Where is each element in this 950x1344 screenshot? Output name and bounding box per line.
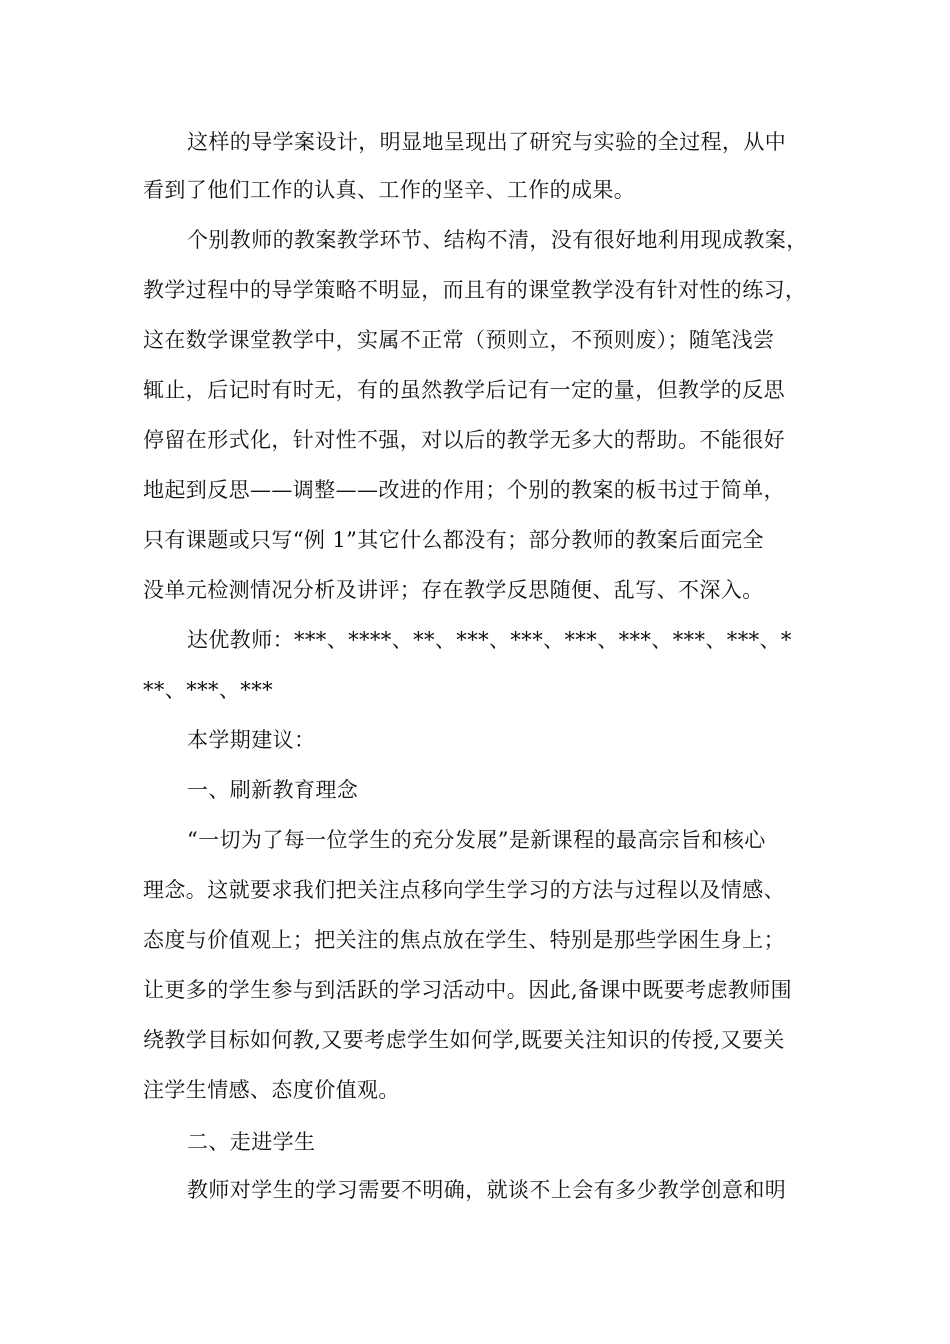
paragraph-line: 教学过程中的导学策略不明显，而且有的课堂教学没有针对性的练习， — [143, 278, 807, 302]
section-heading: 二、走进学生 — [187, 1130, 316, 1154]
section-intro: 本学期建议： — [187, 728, 316, 752]
paragraph-line: 这在数学课堂教学中，实属不正常（预则立，不预则废）；随笔浅尝 — [143, 328, 775, 352]
paragraph-line: 绕教学目标如何教,又要考虑学生如何学,既要关注知识的传授,又要关 — [143, 1028, 785, 1052]
paragraph-line: 看到了他们工作的认真、工作的坚辛、工作的成果。 — [143, 178, 636, 202]
paragraph-line: 没单元检测情况分析及讲评；存在教学反思随便、乱写、不深入。 — [143, 578, 764, 602]
paragraph-line: 个别教师的教案教学环节、结构不清，没有很好地利用现成教案， — [187, 228, 808, 252]
excellent-teachers-line: 达优教师：***、****、**、***、***、***、***、***、***、* — [187, 628, 792, 652]
excellent-teachers-line: **、***、*** — [143, 678, 273, 702]
paragraph-line: 理念。这就要求我们把关注点移向学生学习的方法与过程以及情感、 — [143, 878, 785, 902]
section-heading: 一、刷新教育理念 — [187, 778, 359, 802]
paragraph-line: “一切为了每一位学生的充分发展”是新课程的最高宗旨和核心 — [187, 828, 766, 852]
paragraph-line: 让更多的学生参与到活跃的学习活动中。因此,备课中既要考虑教师围 — [143, 978, 793, 1002]
paragraph-line: 态度与价值观上；把关注的焦点放在学生、特别是那些学困生身上； — [143, 928, 785, 952]
paragraph-line: 停留在形式化，针对性不强，对以后的教学无多大的帮助。不能很好 — [143, 428, 785, 452]
paragraph-line: 这样的导学案设计，明显地呈现出了研究与实验的全过程，从中 — [187, 130, 787, 154]
paragraph-line: 辄止，后记时有时无，有的虽然教学后记有一定的量，但教学的反思 — [143, 378, 785, 402]
paragraph-line: 教师对学生的学习需要不明确，就谈不上会有多少教学创意和明 — [187, 1178, 787, 1202]
paragraph-line: 只有课题或只写“例 1”其它什么都没有；部分教师的教案后面完全 — [143, 528, 764, 552]
paragraph-line: 注学生情感、态度价值观。 — [143, 1078, 400, 1102]
paragraph-line: 地起到反思——调整——改进的作用；个别的教案的板书过于简单， — [143, 478, 785, 502]
